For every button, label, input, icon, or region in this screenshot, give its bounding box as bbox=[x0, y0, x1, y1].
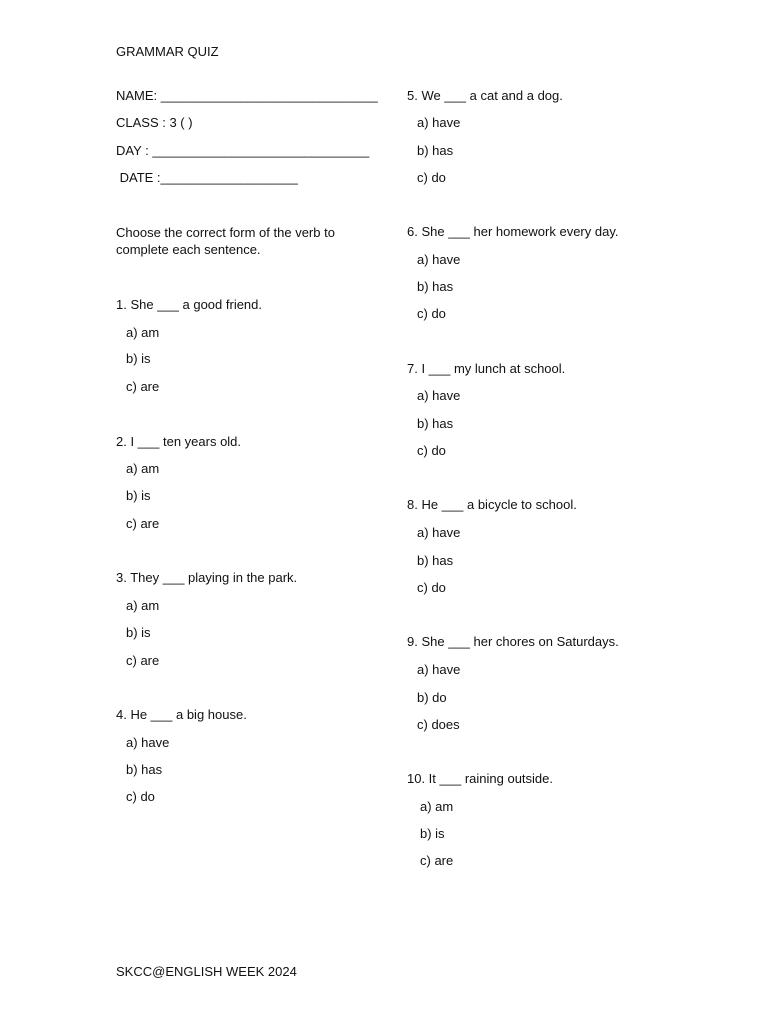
option-b: b) is bbox=[126, 351, 151, 366]
option-a: a) am bbox=[126, 325, 160, 340]
question-text: 10. It ___ raining outside. bbox=[407, 771, 553, 786]
day-field: DAY : ______________________________ bbox=[116, 143, 370, 158]
option-a: a) am bbox=[126, 598, 160, 613]
option-c: c) are bbox=[126, 379, 160, 394]
option-b: b) is bbox=[126, 625, 151, 640]
option-c: c) do bbox=[417, 170, 446, 185]
option-c: c) do bbox=[126, 789, 155, 804]
option-b: b) is bbox=[420, 826, 445, 841]
option-c: c) do bbox=[417, 306, 446, 321]
name-field: NAME: ______________________________ bbox=[116, 88, 378, 103]
question-text: 1. She ___ a good friend. bbox=[116, 297, 263, 312]
option-c: c) do bbox=[417, 443, 446, 458]
option-b: b) has bbox=[417, 279, 454, 294]
question-text: 7. I ___ my lunch at school. bbox=[407, 361, 566, 376]
option-a: a) have bbox=[126, 735, 170, 750]
option-a: a) have bbox=[417, 662, 461, 677]
date-field: DATE :___________________ bbox=[116, 170, 298, 185]
question-text: 8. He ___ a bicycle to school. bbox=[407, 497, 577, 512]
question-text: 2. I ___ ten years old. bbox=[116, 434, 242, 449]
instructions: Choose the correct form of the verb to complete each sentence. bbox=[116, 225, 335, 257]
option-c: c) does bbox=[417, 717, 460, 732]
question-text: 6. She ___ her homework every day. bbox=[407, 224, 619, 239]
option-a: a) have bbox=[417, 252, 461, 267]
option-b: b) has bbox=[417, 553, 454, 568]
option-c: c) do bbox=[417, 580, 446, 595]
option-a: a) have bbox=[417, 115, 461, 130]
option-b: b) has bbox=[417, 416, 454, 431]
option-b: b) do bbox=[417, 690, 447, 705]
page-footer: SKCC@ENGLISH WEEK 2024 bbox=[116, 964, 297, 979]
question-text: 3. They ___ playing in the park. bbox=[116, 570, 298, 585]
option-b: b) has bbox=[126, 762, 163, 777]
option-a: a) am bbox=[420, 799, 454, 814]
option-a: a) have bbox=[417, 525, 461, 540]
question-text: 9. She ___ her chores on Saturdays. bbox=[407, 634, 619, 649]
class-field: CLASS : 3 ( ) bbox=[116, 115, 193, 130]
question-text: 5. We ___ a cat and a dog. bbox=[407, 88, 563, 103]
option-c: c) are bbox=[126, 516, 160, 531]
page-title: GRAMMAR QUIZ bbox=[116, 44, 219, 59]
option-b: b) has bbox=[417, 143, 454, 158]
option-c: c) are bbox=[126, 653, 160, 668]
question-text: 4. He ___ a big house. bbox=[116, 707, 247, 722]
option-a: a) am bbox=[126, 461, 160, 476]
option-a: a) have bbox=[417, 388, 461, 403]
option-c: c) are bbox=[420, 853, 454, 868]
option-b: b) is bbox=[126, 488, 151, 503]
